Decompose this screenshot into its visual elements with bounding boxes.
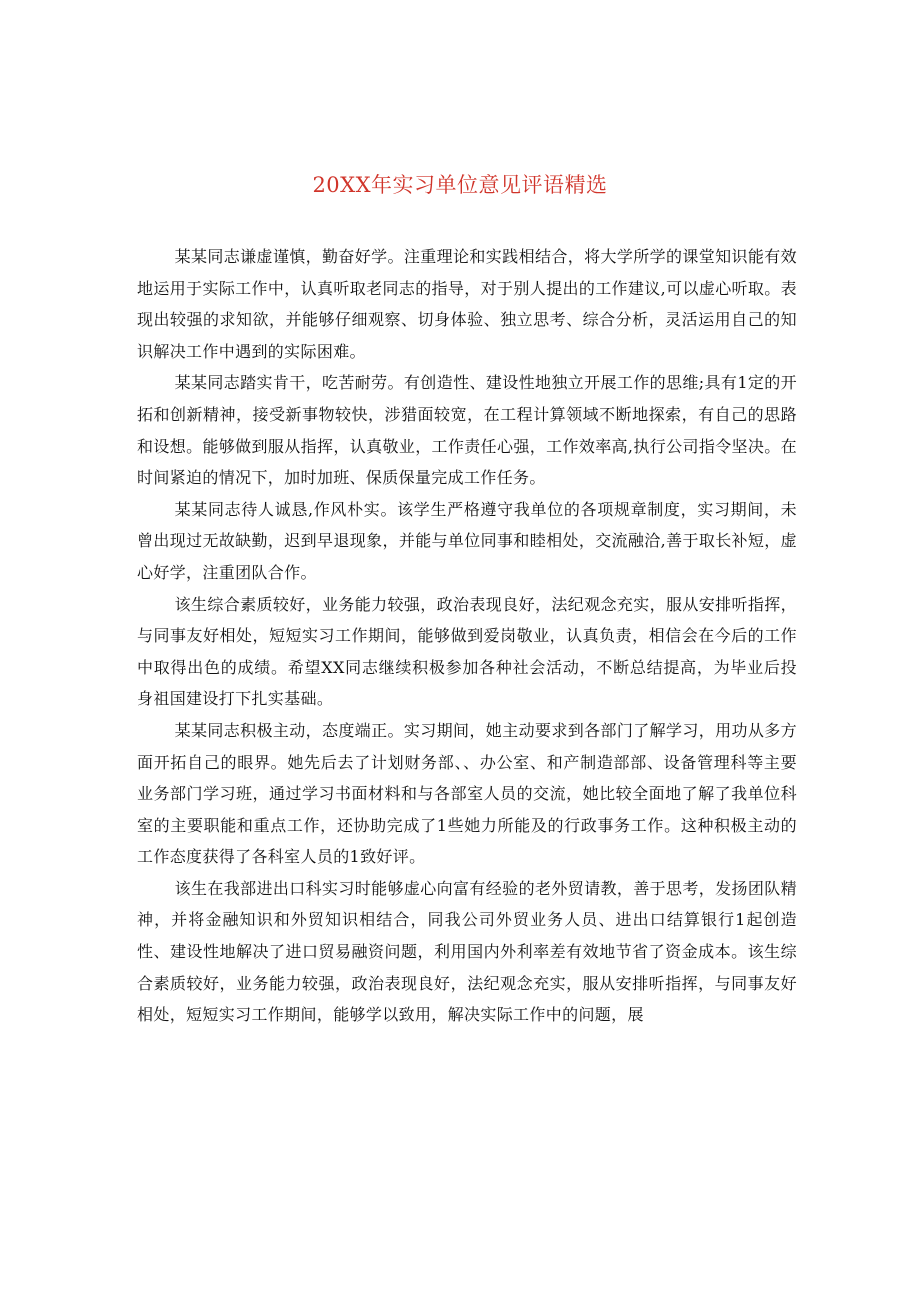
document-title: 20XX年实习单位意见评语精选 (312, 173, 608, 197)
paragraph-1: 某某同志谦虚谨慎，勤奋好学。注重理论和实践相结合，将大学所学的课堂知识能有效地运用于实际工作中，认真听取老同志的指导，对于别人提出的工作建议,可以虚心听取。表现出较强的求知欲，并能够仔细观察、切身体验、独立思考、综合分析，灵活运用自己的知识解决工作中遇到的实际困难。 (137, 247, 797, 361)
paragraph-5: 某某同志积极主动，态度端正。实习期间，她主动要求到各部门了解学习，用功从多方面开拓自己的眼界。她先后去了计划财务部、、办公室、和产制造部部、设备管理科等主要业务部门学习班，通过学习书面材料和与各部室人员的交流，她比较全面地了解了我单位科室的主要职能和重点工作，还协助完成了1些她力所能及的行政事务工作。这种积极主动的工作态度获得了各科室人员的1致好评。 (137, 720, 797, 867)
document-body (137, 241, 797, 1031)
paragraph-6: 该生在我部进出口科实习时能够虚心向富有经验的老外贸请教，善于思考，发扬团队精神，并将金融知识和外贸知识相结合，同我公司外贸业务人员、进出口结算银行1起创造性、建设性地解决了进口贸易融资问题，利用国内外利率差有效地节省了资金成本。该生综合素质较好，业务能力较强，政治表现良好，法纪观念充实，服从安排听指挥，与同事友好相处，短短实习工作期间，能够学以致用，解决实际工作中的问题，展 (137, 878, 797, 1025)
paragraph-4: 该生综合素质较好，业务能力较强，政治表现良好，法纪观念充实，服从安排听指挥，与同事友好相处，短短实习工作期间，能够做到爱岗敬业，认真负责，相信会在今后的工作中取得出色的成绩。希望XX同志继续积极参加各种社会活动，不断总结提高，为毕业后投身祖国建设打下扎实基础。 (137, 594, 797, 709)
paragraph-3: 某某同志待人诚恳,作风朴实。该学生严格遵守我单位的各项规章制度，实习期间，未曾出现过无故缺勤，迟到早退现象，并能与单位同事和睦相处，交流融洽,善于取长补短，虚心好学，注重团队合作。 (137, 499, 797, 582)
paragraph-2: 某某同志踏实肯干，吃苦耐劳。有创造性、建设性地独立开展工作的思维;具有1定的开拓和创新精神，接受新事物较快，涉猎面较宽，在工程计算领域不断地探索，有自己的思路和设想。能够做到服从指挥，认真敬业，工作责任心强，工作效率高,执行公司指令坚决。在时间紧迫的情况下，加时加班、保质保量完成工作任务。 (137, 373, 797, 488)
